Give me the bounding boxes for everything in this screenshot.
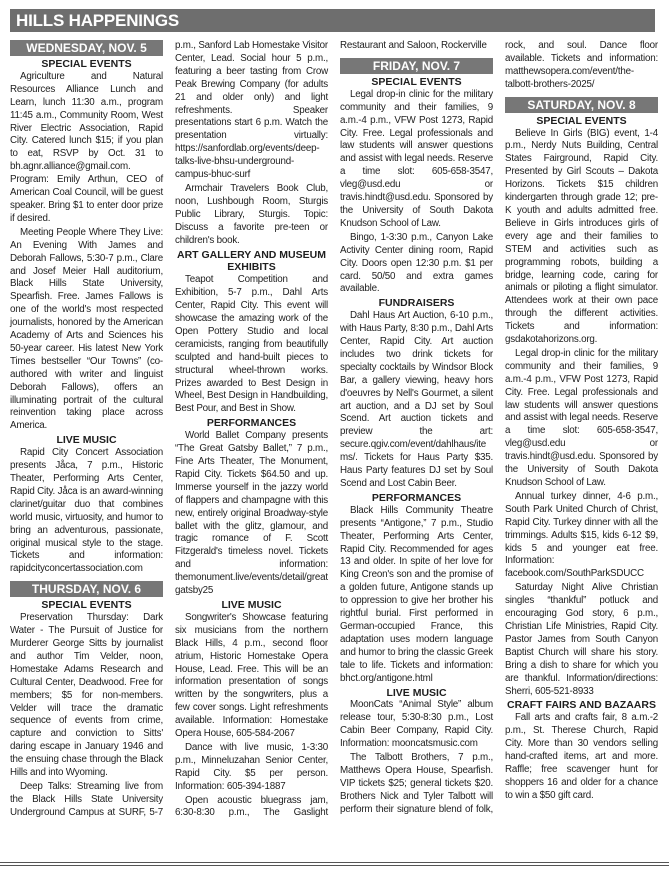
- event-listing: Annual turkey dinner, 4-6 p.m., South Park United Church of Christ, Rapid City. Turkey dinner with all the trimmings. Adults $15, kids 6-12 $9, kids 5 and younger eat free. Information: facebook.com/SouthParkSDUCC: [505, 490, 658, 580]
- category-heading: FUNDRAISERS: [378, 297, 455, 310]
- category-heading: CRAFT FAIRS AND BAZAARS: [507, 699, 656, 712]
- day-header: SATURDAY, NOV. 8: [505, 97, 658, 113]
- event-listing: Open acoustic bluegrass jam, 6:30-8:30 p.m., The Gaslight Restaurant and Saloon, Rockerville: [175, 40, 487, 819]
- event-listing: Preservation Thursday: Dark Water - The Pursuit of Justice for Murderer George Sitts by journalist and author Tim Velder, noon, Homestake Adams Research and Cultural Center, Deadwood. Free for members; $5 for non-members. Velder will trace the dramatic sequence of events from crime, capture and conviction to Sitts' daring escape in January 1946 and the ensuing chase through the Black Hills and into Wyoming.: [10, 612, 163, 779]
- category-heading: LIVE MUSIC: [386, 686, 447, 699]
- category-heading: ART GALLERY AND MUSEUM EXHIBITS: [177, 248, 326, 274]
- day-header: FRIDAY, NOV. 7: [340, 58, 493, 74]
- category-heading: SPECIAL EVENTS: [536, 114, 627, 127]
- event-listings: [10, 40, 658, 820]
- event-listing: Legal drop-in clinic for the military community and their families, 9 a.m.-4 p.m., VFW Post 1273, Rapid City. Free. Legal professionals and law students will answer questions and assist with legal needs. Reserve a time slot: 605-658-3547, vleg@usd.edu or travis.hindt@usd.edu. Sponsored by the University of South Dakota Knudson School of Law.: [340, 88, 493, 229]
- page-title: HILLS HAPPENINGS: [16, 11, 180, 30]
- section-banner: [10, 9, 655, 32]
- event-listing: Rapid City Concert Association presents Jåca, 7 p.m., Historic Theater, Performing Arts Center, Rapid City. Jåca is an award-winning clarinet/guitar duo that combines world music, virtuosity, and humor to bring an adventurous, passionate, original musical style to the stage. Tickets and information: rapidcityconcertassociation.com: [10, 447, 163, 575]
- event-listing: Teapot Competition and Exhibition, 5-7 p.m., Dahl Arts Center, Rapid City. This event will showcase the amazing work of the Open Pottery Studio and local ceramicists, ranging from beautifully sculpted and hand-built pieces to structural wheel-thrown works. Prizes awarded to Best Design in Wheel, Best Design in Handbuilding, Best Pour, and Best in Show.: [175, 274, 328, 415]
- category-heading: PERFORMANCES: [206, 417, 297, 430]
- category-heading: LIVE MUSIC: [56, 434, 117, 447]
- event-listing: Legal drop-in clinic for the military community and their families, 9 a.m.-4 p.m., VFW Post 1273, Rapid City. Free. Legal professionals and law students will answer questions and assist with legal needs. Reserve a time slot: 605-658-3547, vleg@usd.edu or travis.hindt@usd.edu. Sponsored by the University of South Dakota Knudson School of Law.: [505, 347, 658, 488]
- event-listing: Bingo, 1-3:30 p.m., Canyon Lake Activity Center dining room, Rapid City. Doors open 12:30 p.m. $1 per card. 50/50 and extra games available.: [340, 231, 493, 295]
- event-listing: The Talbott Brothers, 7 p.m., Matthews Opera House, Spearfish. VIP tickets $25; general tickets $20. Brothers Nick and Tyler Talbott will perform their signature blend of folk, rock, and soul. Dance floor available. Tickets and information: matthewsopera.com/event/the-talbott-brothers-2025/: [340, 40, 658, 815]
- category-heading: SPECIAL EVENTS: [371, 75, 462, 88]
- event-listing: Dance with live music, 1-3:30 p.m., Minneluzahan Senior Center, Rapid City. $5 per person. Information: 605-394-1887: [175, 741, 328, 792]
- event-listing: Black Hills Community Theatre presents “Antigone,” 7 p.m., Studio Theater, Performing Arts Center, Rapid City. Recommended for ages 13 and older. In spite of her love for King Creon's son and the promise of a golden future, Antigone stands up to oppression to give her brother his rightful burial. First performed in German-occupied France, this adaptation uses modern language and humor to bring the classic Greek tale to life. Tickets and information: bhct.org/antigone.html: [340, 504, 493, 684]
- event-listing: Agriculture and Natural Resources Alliance Lunch and Learn, lunch 11:30 a.m., program 11:45 a.m., Community Room, West River Electric Association, Rapid City. Catered lunch $15; if you plan to eat, RSVP by Oct. 31 to bh.agnr.alliance@gmail.com. Program: Emily Arthun, CEO of American Coal Council, will be guest speaker. Bring $1 to enter door prize if desired.: [10, 70, 163, 224]
- category-heading: SPECIAL EVENTS: [41, 58, 132, 70]
- day-header: WEDNESDAY, NOV. 5: [10, 40, 163, 56]
- event-listing: Songwriter's Showcase featuring six musicians from the northern Black Hills, 4 p.m., second floor atrium, Historic Homestake Opera House, Lead. Free. This will be an information presentation of songs written by the songwriters, plus a few cover songs. Light refreshments available. Information: Homestake Opera House, 605-584-2067: [175, 611, 328, 740]
- event-listing: Dahl Haus Art Auction, 6-10 p.m., with Haus Party, 8:30 p.m., Dahl Arts Center, Rapid City. Art auction includes two drink tickets for specialty cocktails by Windsor Block Bar, a gallery viewing, heavy hors d'oeuvres by Nell's Gourmet, a silent art auction, and a DJ set by Soul Scend. Art auction tickets and preview the art: secure.qgiv.com/event/dahlhaus/items/. Tickets for Haus Party $35. Haus Party features DJ set by Soul Scend and Lost Cabin Beer.: [340, 310, 493, 489]
- day-header: THURSDAY, NOV. 6: [10, 581, 163, 597]
- event-listing: Armchair Travelers Book Club, noon, Lushbough Room, Sturgis Public Library, Sturgis. Topic: Discuss a favorite pre-teen or children's book.: [175, 182, 328, 246]
- category-heading: LIVE MUSIC: [221, 598, 282, 611]
- category-heading: SPECIAL EVENTS: [41, 599, 132, 612]
- event-listing: Meeting People Where They Live: An Evening With James and Deborah Fallows, 5:30-7 p.m., Clare and Josef Meier Hall auditorium, Black Hills State University, Spearfish. Free. James Fallows is one of the world's most respected journalists, honored by the American Academy of Arts and Sciences his 50-year career. His latest New York Times bestseller “Our Towns” (co-authored with writer and linguist Deborah Fallows), offers an illuminating portrait of the cultural reinvention taking place across America.: [10, 226, 163, 432]
- event-listing: Saturday Night Alive Christian singles “thankful” potluck and encouraging God story, 6 p.m., Christian Life Ministries, Rapid City. Pastor James from South Canyon Baptist Church will share his story. Bring a dish to share for which you are thankful. Information/directions: Sherri, 605-521-8933: [505, 582, 658, 697]
- event-listing: Fall arts and crafts fair, 8 a.m.-2 p.m., St. Therese Church, Rapid City. More than 30 vendors selling hand-crafted items, art and more. Raffle; free scavenger hunt for shoppers 16 and older for a chance to win a $50 gift card.: [505, 712, 658, 801]
- event-listing: Deep Talks: Streaming live from the Black Hills State University Underground Campus at SURF, 5-7 p.m., Sanford Lab Homestake Visitor Center, Lead. Social hour 5 p.m., featuring a beer tasting from Crow Peak Brewing Company (for adults 21 and older only) and light refreshments. Speaker presentations start 6 p.m. Watch the presentation virtually: https://sanfordlab.org/events/deep-talks-live-bhsu-underground-campus-bhuc-surf: [10, 40, 328, 818]
- event-listing: World Ballet Company presents “The Great Gatsby Ballet,” 7 p.m., Fine Arts Theater, The Monument, Rapid City. Tickets $64.50 and up. Immerse yourself in the jazzy world of flappers and champagne with this new, entirely original Broadway-style ballet with the glitz, glamour, and tragic romance of F. Scott Fitzgerald's timeless novel. Tickets and information: themonument.live/events/detail/greatgatsby25: [175, 430, 328, 597]
- event-listing: MoonCats “Animal Style” album release tour, 5:30-8:30 p.m., Lost Cabin Beer Company, Rapid City. Information: mooncatsmusic.com: [340, 699, 493, 750]
- category-heading: PERFORMANCES: [371, 491, 462, 504]
- event-listing: Believe In Girls (BIG) event, 1-4 p.m., Nerdy Nuts Building, Central States Fairground, Rapid City. Presented by Girl Scouts – Dakota Horizons. Tickets $15 children kindergarten through grade 12; pre-K youth and adults admitted free. Believe in Girls introduces girls of every age and their families to STEM and activities such as programming robots, building a bridge, learning code, caring for animals or piloting a flight simulator. Attendees work at their own pace through the different activities. Tickets and information: gsdakotahorizons.org.: [505, 127, 658, 346]
- bottom-rule: [0, 862, 669, 866]
